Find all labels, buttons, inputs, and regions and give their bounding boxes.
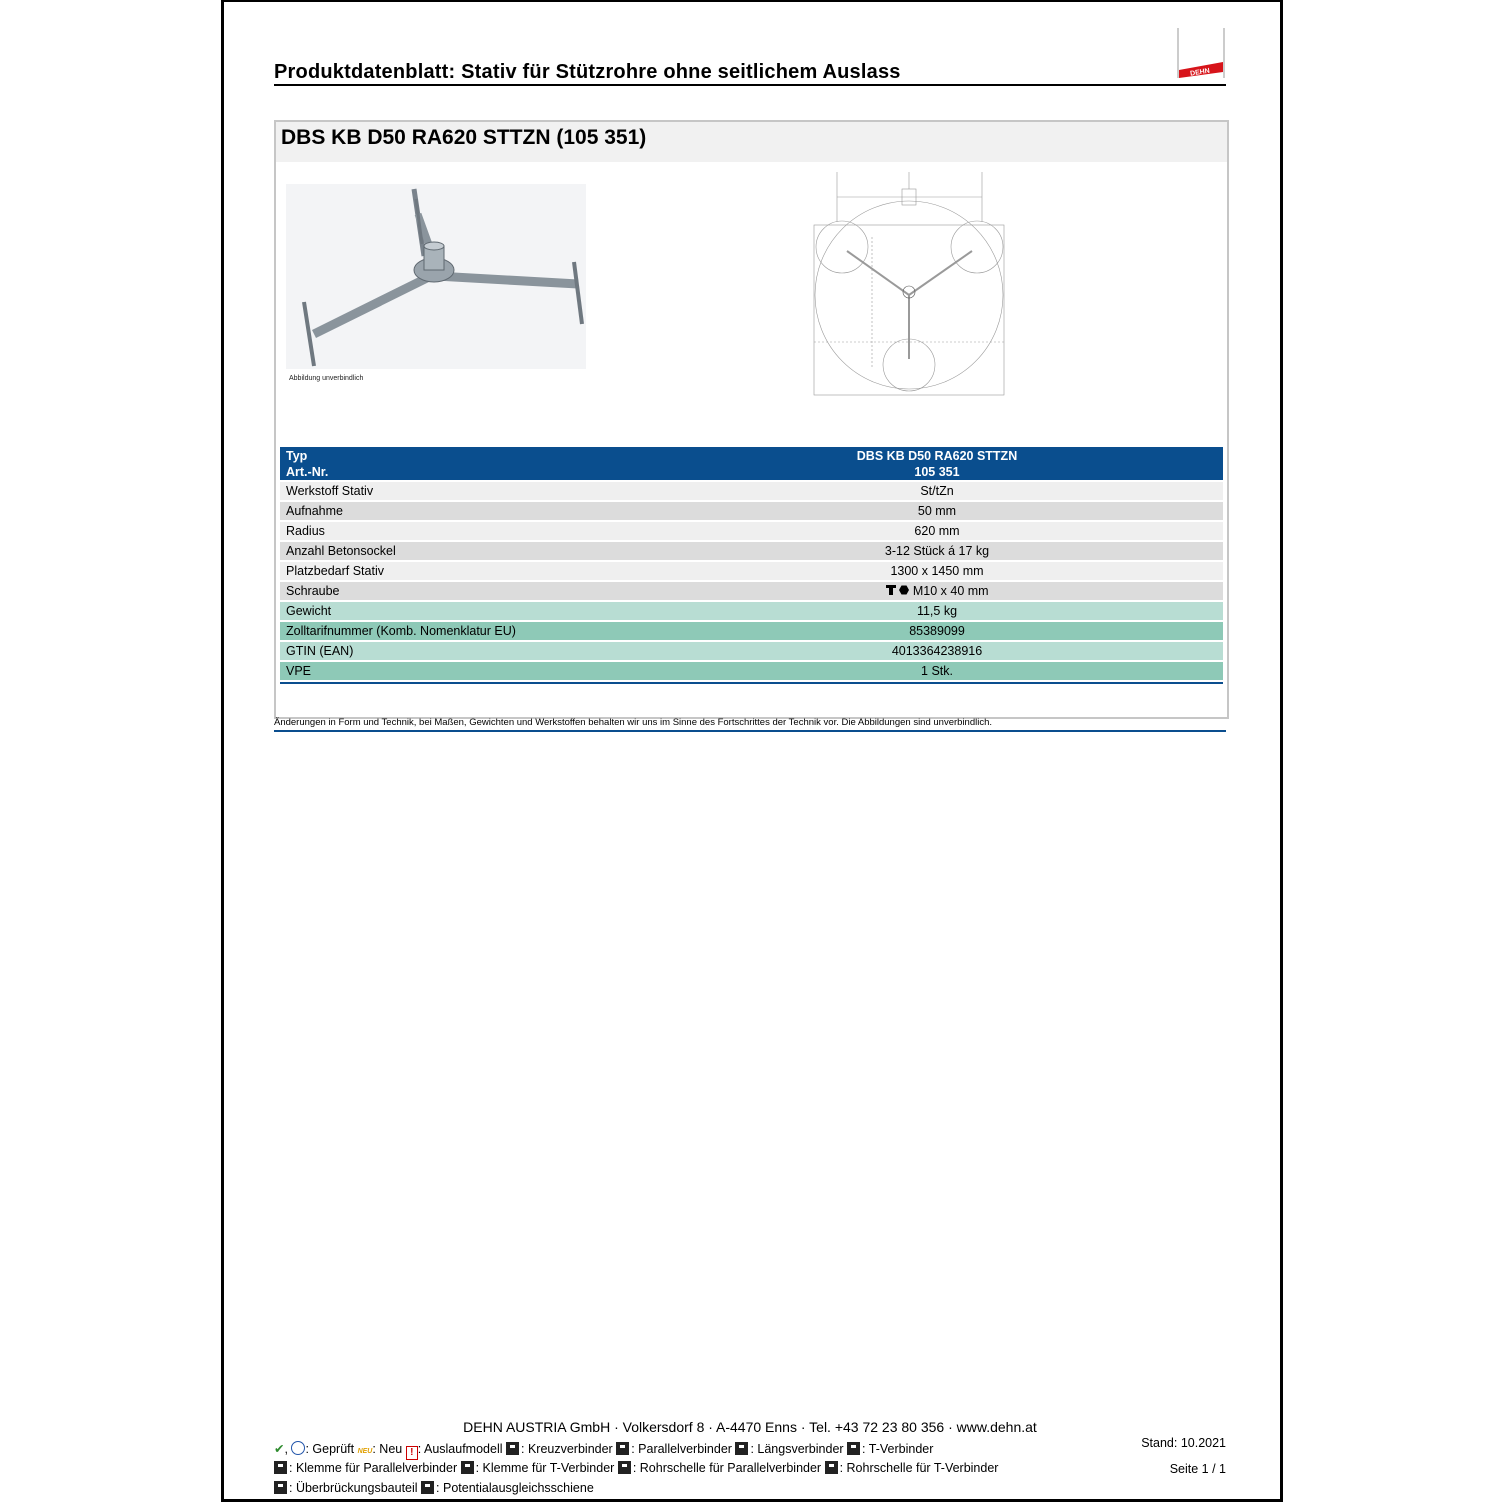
legend-klemme-t: : Klemme für T-Verbinder [475, 1461, 615, 1475]
row-label: GTIN (EAN) [286, 644, 354, 658]
dehn-logo [1176, 28, 1226, 78]
legend-ueberbrueck: : Überbrückungsbauteil [289, 1481, 418, 1495]
row-label: Werkstoff Stativ [286, 484, 374, 498]
row-label: Zolltarifnummer (Komb. Nomenklatur EU) [286, 624, 516, 638]
legend-line-2 [274, 1461, 998, 1475]
legend-separator: , [284, 1442, 288, 1456]
table-row [280, 622, 1223, 640]
row-label: VPE [286, 664, 312, 678]
product-box [274, 120, 1229, 719]
row-label: Anzahl Betonsockel [286, 544, 396, 558]
table-row [280, 522, 1223, 540]
table-bottom-rule [280, 682, 1223, 684]
pipe-clamp-parallel-icon [618, 1461, 631, 1474]
page-number: Seite 1 / 1 [1169, 1462, 1226, 1476]
legend-line-3 [274, 1481, 594, 1495]
product-photo [286, 184, 586, 369]
checkmark-icon: ✔ [274, 1442, 285, 1456]
row-value: 11,5 kg [916, 604, 958, 618]
bridging-component-icon [274, 1481, 287, 1494]
title-rule [274, 84, 1226, 86]
parallel-connector-icon [616, 1442, 629, 1455]
legend-rohr-parallel: : Rohrschelle für Parallelverbinder [632, 1461, 822, 1475]
row-value: 620 mm [914, 524, 960, 538]
header-label-type: Typ [286, 449, 308, 463]
row-label: Schraube [286, 584, 340, 598]
clamp-t-icon [461, 1461, 474, 1474]
disclaimer-text: Änderungen in Form und Technik, bei Maßen, Gewichten und Werkstoffen behalten wir uns im Sinne des Fortschrittes der Technik vor. Die Abbildungen sind unverbindlich. [274, 717, 993, 728]
table-row [280, 542, 1223, 560]
screw-head-icon [885, 584, 909, 596]
spec-table-header [280, 447, 1223, 480]
legend-rohr-t: : Rohrschelle für T-Verbinder [839, 1461, 999, 1475]
clamp-parallel-icon [274, 1461, 287, 1474]
pipe-clamp-t-icon [825, 1461, 838, 1474]
t-connector-icon [847, 1442, 860, 1455]
legend-potential: : Potentialausgleichsschiene [436, 1481, 594, 1495]
row-label: Gewicht [286, 604, 332, 618]
company-address: DEHN AUSTRIA GmbH · Volkersdorf 8 · A-4470 Enns · Tel. +43 72 23 80 356 · www.dehn.at [463, 1419, 1037, 1435]
legend-auslauf: : Auslaufmodell [417, 1442, 503, 1456]
technical-drawing [812, 167, 1007, 397]
legend-klemme-parallel: : Klemme für Parallelverbinder [289, 1461, 458, 1475]
cross-connector-icon [506, 1442, 519, 1455]
header-value-type: DBS KB D50 RA620 STTZN [856, 449, 1018, 463]
table-row [280, 602, 1223, 620]
table-row [280, 502, 1223, 520]
table-row [280, 482, 1223, 500]
row-value: 3-12 Stück á 17 kg [884, 544, 990, 558]
row-label: Radius [286, 524, 325, 538]
row-value: 85389099 [909, 624, 965, 638]
legend-laengs: : Längsverbinder [750, 1442, 844, 1456]
row-value: 1300 x 1450 mm [890, 564, 984, 578]
legend-t: : T-Verbinder [862, 1442, 934, 1456]
row-value: 50 mm [917, 504, 957, 518]
legend-gepruft: : Geprüft [305, 1442, 355, 1456]
screw-size: M10 x 40 mm [912, 584, 989, 598]
document-title: Produktdatenblatt: Stativ für Stützrohre ohne seitlichem Auslass [274, 61, 901, 83]
legend-line-1 [274, 1441, 933, 1460]
header-value-art: 105 351 [914, 465, 960, 479]
photo-caption: Abbildung unverbindlich [289, 375, 364, 382]
row-label: Aufnahme [286, 504, 343, 518]
row-value-screw [752, 582, 1122, 600]
legend-neu: : Neu [372, 1442, 403, 1456]
row-value: 1 Stk. [921, 664, 953, 678]
equipotential-bar-icon [421, 1481, 434, 1494]
table-row [280, 582, 1223, 600]
legend-kreuz: : Kreuzverbinder [521, 1442, 613, 1456]
stand-date: Stand: 10.2021 [1141, 1436, 1226, 1450]
tested-seal-icon [291, 1441, 305, 1455]
table-row [280, 662, 1223, 680]
table-row [280, 642, 1223, 660]
discontinued-icon: ! [406, 1446, 418, 1460]
svg-text:DEHN: DEHN [1189, 67, 1211, 78]
disclaimer-rule [274, 730, 1226, 732]
product-header [276, 122, 1227, 162]
row-label: Platzbedarf Stativ [286, 564, 384, 578]
row-value: St/tZn [920, 484, 954, 498]
header-label-art: Art.-Nr. [286, 465, 329, 479]
longitudinal-connector-icon [735, 1442, 748, 1455]
spec-table [280, 447, 1223, 684]
product-title: DBS KB D50 RA620 STTZN (105 351) [281, 126, 647, 149]
row-value: 4013364238916 [891, 644, 983, 658]
table-row [280, 562, 1223, 580]
legend-parallel: : Parallelverbinder [631, 1442, 732, 1456]
new-badge-icon: NEU [357, 1448, 373, 1455]
